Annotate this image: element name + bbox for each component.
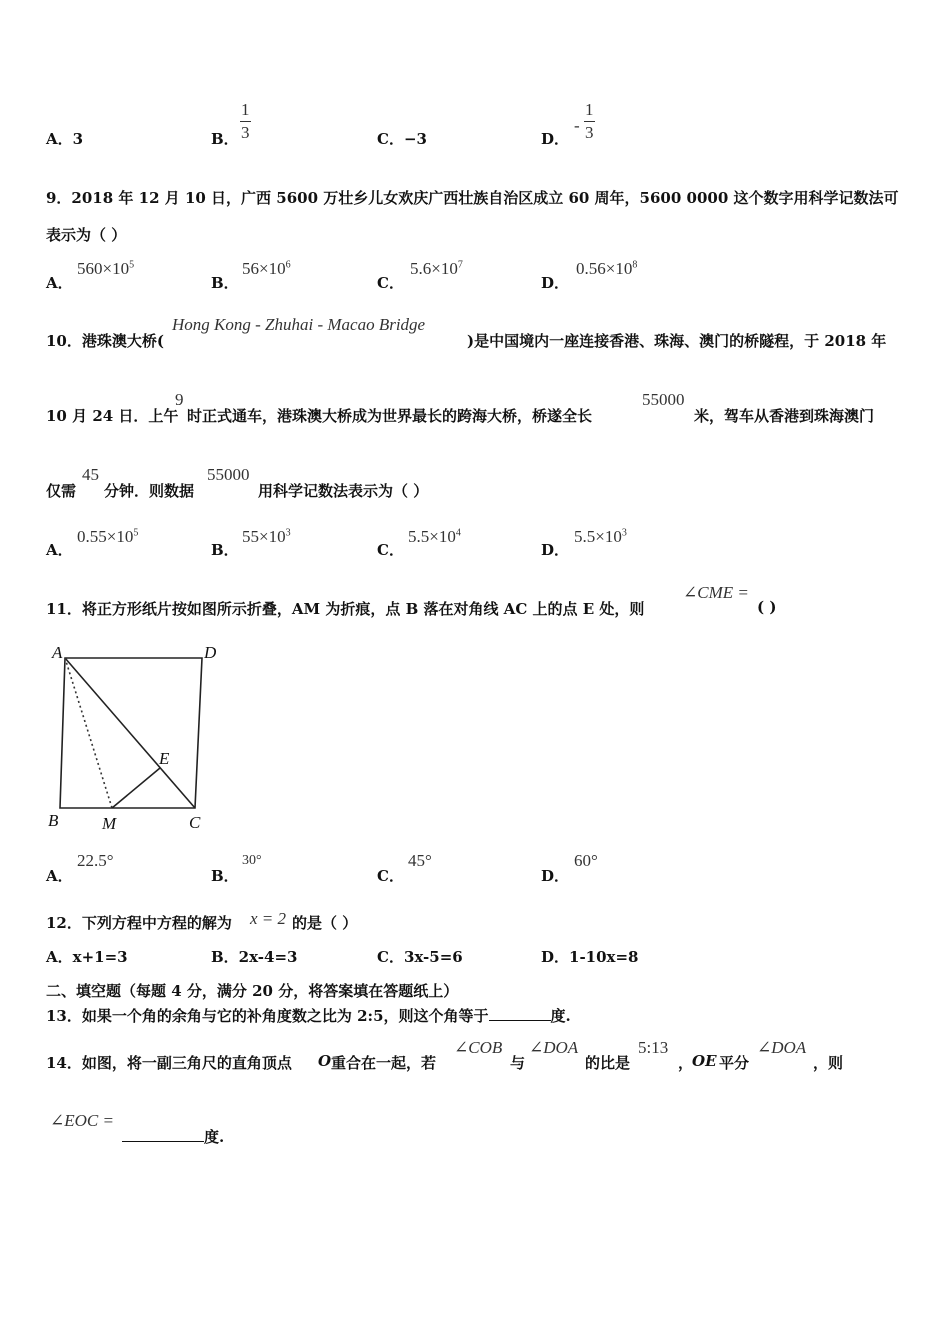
q10-line2-mid: 时正式通车，港珠澳大桥成为世界最长的跨海大桥，桥遂全长 — [187, 407, 593, 425]
q12-stem-end: 的是（ ） — [292, 914, 358, 932]
q10-c-base: 5.5×10 — [408, 527, 456, 546]
q8-option-b-fraction — [240, 101, 251, 142]
q12-option-c: C．3x-5=6 — [377, 948, 463, 966]
q10-line1-end: )是中国境内一座连接香港、珠海、澳门的桥隧程，于 2018 年 — [467, 332, 887, 350]
q9-stem-line2: 表示为（ ） — [46, 226, 127, 244]
q11-a-label: A． — [46, 867, 73, 885]
q10-d-label: D． — [541, 541, 570, 559]
label-e: E — [159, 749, 170, 768]
q11-b-value: 30° — [242, 853, 262, 868]
q9-a-exp: 5 — [129, 259, 135, 271]
fold-line-am — [65, 658, 112, 808]
q12-option-d: D．1-10x=8 — [541, 948, 639, 966]
q13-answer-blank[interactable] — [489, 1006, 551, 1021]
q14-unit: 度. — [204, 1128, 225, 1146]
q9-c-exp: 7 — [457, 259, 463, 271]
q10-length-value: 55000 — [642, 390, 685, 409]
q14-angle-cob: ∠COB — [454, 1038, 503, 1057]
q11-d-value: 60° — [574, 851, 598, 870]
diagonal-ac — [65, 658, 195, 808]
q10-b-base: 55×10 — [242, 527, 286, 546]
q8-d-sign: - — [574, 116, 580, 135]
q10-d-value — [574, 527, 627, 547]
q10-line2-end: 米，驾车从香港到珠海澳门 — [694, 407, 875, 425]
q9-a-value — [77, 259, 134, 279]
q8-c-value: −3 — [403, 130, 427, 148]
q9-stem-line1: 9．2018 年 12 月 10 日，广西 5600 万壮乡儿女欢庆广西壮族自治区成立 60 周年，5600 0000 这个数字用科学记数法可 — [46, 189, 899, 207]
q10-c-exp: 4 — [455, 527, 461, 539]
q13-stem — [46, 1005, 571, 1026]
q9-c-label: C． — [377, 274, 404, 292]
q8-a-value: 3 — [72, 130, 84, 148]
q10-a-exp: 5 — [133, 527, 139, 539]
q11-d-label: D． — [541, 867, 570, 885]
q14-ray-oe: OE — [692, 1052, 717, 1070]
q10-bridge-name: Hong Kong - Zhuhai - Macao Bridge — [172, 315, 426, 334]
q14-angle-doa-2: ∠DOA — [757, 1038, 807, 1057]
q9-b-label: B． — [211, 274, 239, 292]
q10-minutes-value: 45 — [82, 465, 99, 484]
q10-a-base: 0.55×10 — [77, 527, 134, 546]
q9-c-value — [410, 259, 463, 279]
q9-a-label: A． — [46, 274, 73, 292]
label-m: M — [102, 814, 117, 833]
q10-a-value — [77, 527, 138, 547]
q11-a-value: 22.5° — [77, 851, 114, 870]
q14-answer-blank[interactable] — [122, 1127, 204, 1142]
q13-unit: 度. — [550, 1007, 571, 1025]
q14-angle-eoc: ∠EOC = — [50, 1111, 114, 1130]
q10-line2-start: 10 月 24 日．上午 — [46, 407, 179, 425]
q8-b-numerator: 1 — [241, 100, 250, 119]
q9-d-exp: 8 — [632, 259, 638, 271]
q10-data-value: 55000 — [207, 465, 250, 484]
q8-a-label: A． — [46, 130, 73, 148]
q13-text: 13．如果一个角的余角与它的补角度数之比为 2:5，则这个角等于 — [46, 1007, 489, 1025]
q14-t7: ，则 — [813, 1054, 844, 1072]
q14-point-o: O — [318, 1052, 332, 1070]
q8-option-b-label: B． — [211, 130, 239, 148]
q11-answer-paren: ( ) — [757, 598, 777, 616]
q8-d-denominator: 3 — [585, 123, 594, 142]
q8-option-d-fraction — [584, 101, 595, 142]
q11-stem: 11．将正方形纸片按如图所示折叠，AM 为折痕，点 B 落在对角线 AC 上的点 E 处，则 — [46, 600, 645, 618]
q14-answer-line — [122, 1126, 224, 1147]
q11-b-label: B． — [211, 867, 239, 885]
q10-line3-end: 用科学记数法表示为（ ） — [258, 482, 429, 500]
q8-d-numerator: 1 — [585, 100, 594, 119]
q14-t1: 14．如图，将一副三角尺的直角顶点 — [46, 1054, 292, 1072]
label-d: D — [204, 643, 217, 662]
q12-solution-expression: x = 2 — [250, 909, 287, 928]
q10-d-exp: 3 — [621, 527, 627, 539]
q10-b-value — [242, 527, 291, 547]
q14-angle-doa: ∠DOA — [529, 1038, 579, 1057]
q10-a-label: A． — [46, 541, 73, 559]
q8-option-c — [377, 128, 427, 149]
q12-option-b: B．2x-4=3 — [211, 948, 298, 966]
q10-time-value: 9 — [175, 390, 184, 409]
label-b: B — [48, 811, 59, 830]
q10-line1-start: 10．港珠澳大桥( — [46, 332, 164, 350]
q14-t5: ， — [678, 1054, 694, 1072]
q10-line3-start: 仅需 — [46, 482, 77, 500]
q14-t6: 平分 — [719, 1054, 750, 1072]
q9-c-base: 5.6×10 — [410, 259, 458, 278]
q8-option-a — [46, 128, 83, 149]
q11-c-label: C． — [377, 867, 404, 885]
label-c: C — [189, 813, 201, 832]
q11-square-figure — [40, 640, 230, 835]
q14-t3: 与 — [510, 1054, 526, 1072]
q9-b-base: 56×10 — [242, 259, 286, 278]
q12-stem-start: 12．下列方程中方程的解为 — [46, 914, 232, 932]
label-a: A — [52, 643, 63, 662]
q9-d-label: D． — [541, 274, 570, 292]
q10-d-base: 5.5×10 — [574, 527, 622, 546]
q9-d-value — [576, 259, 637, 279]
q11-angle-expression: ∠CME = — [683, 583, 749, 602]
q8-b-denominator: 3 — [241, 123, 250, 142]
q9-d-base: 0.56×10 — [576, 259, 633, 278]
q14-t2: 重合在一起，若 — [331, 1054, 437, 1072]
q11-c-value: 45° — [408, 851, 432, 870]
q9-b-exp: 6 — [285, 259, 291, 271]
q10-c-label: C． — [377, 541, 404, 559]
q8-option-d-label: D． — [541, 130, 570, 148]
q10-b-label: B． — [211, 541, 239, 559]
q14-t4: 的比是 — [585, 1054, 631, 1072]
section-2-heading: 二、填空题（每题 4 分，满分 20 分，将答案填在答题纸上） — [46, 982, 459, 1000]
q9-b-value — [242, 259, 291, 279]
q9-a-base: 560×10 — [77, 259, 130, 278]
q8-c-label: C． — [377, 130, 404, 148]
q10-line3-mid: 分钟．则数据 — [104, 482, 195, 500]
q10-c-value — [408, 527, 461, 547]
q12-option-a: A．x+1=3 — [46, 948, 128, 966]
segment-me — [112, 768, 160, 808]
q14-ratio: 5:13 — [638, 1038, 669, 1057]
q10-b-exp: 3 — [285, 527, 291, 539]
